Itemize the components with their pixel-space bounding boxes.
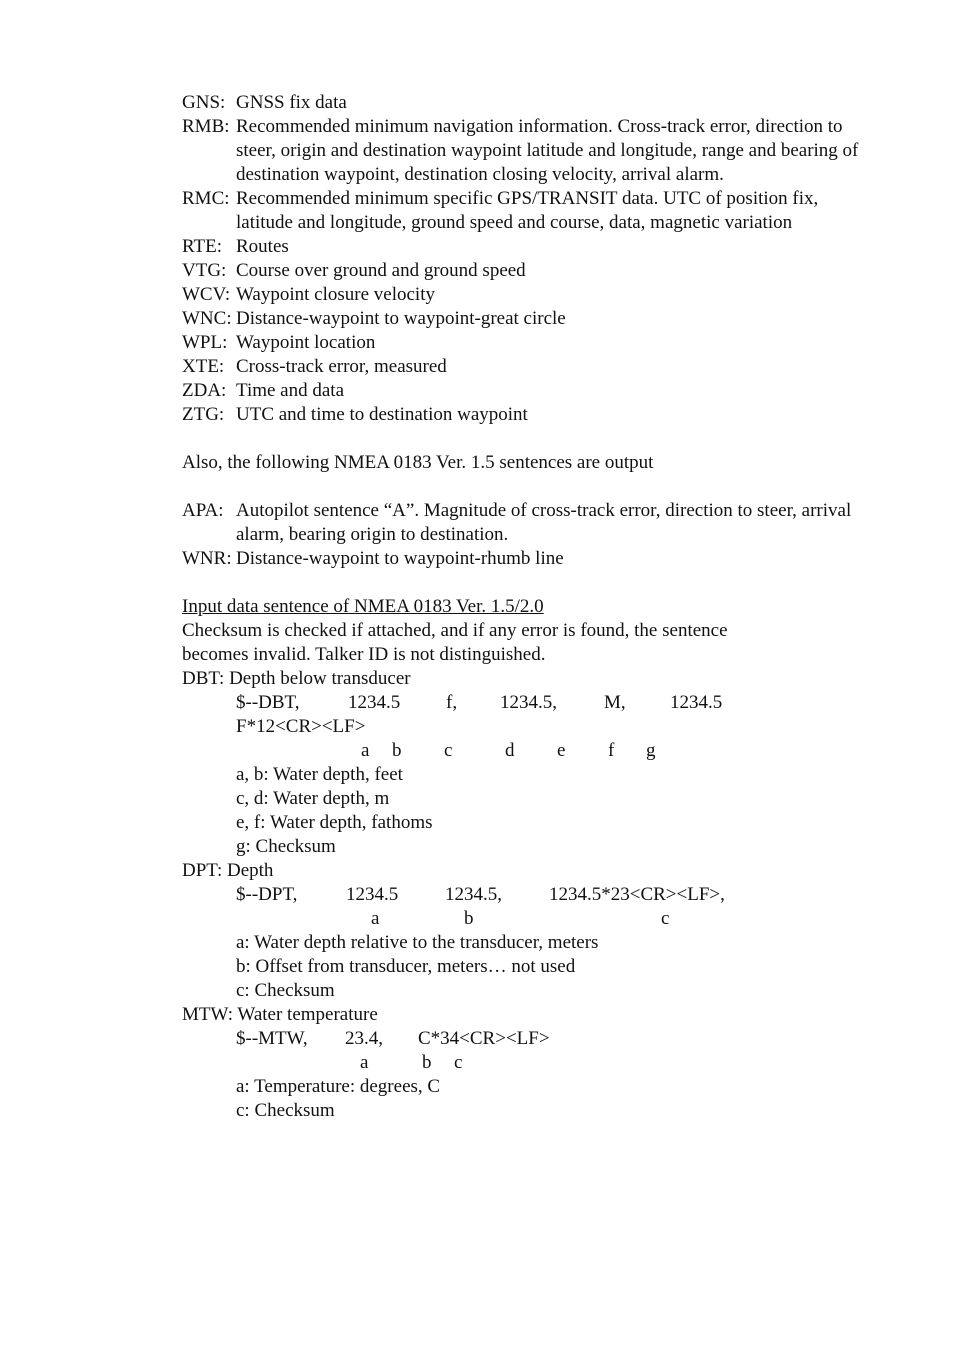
sentence-id: XTE:	[182, 356, 225, 377]
sentence-id: RMB:	[182, 116, 230, 137]
sentence-id: WNC:	[182, 308, 232, 329]
mtw-field: 23.4,	[345, 1028, 383, 1049]
sentence-desc: Cross-track error, measured	[236, 356, 447, 377]
also-paragraph: Also, the following NMEA 0183 Ver. 1.5 sentences are output	[182, 452, 654, 473]
input-note-line-1: Checksum is checked if attached, and if any error is found, the sentence	[182, 620, 728, 641]
sentence-rte	[182, 235, 872, 259]
dbt-letter: d	[505, 740, 515, 761]
mtw-note: c: Checksum	[236, 1100, 335, 1121]
sentence-xte	[182, 355, 872, 379]
sentence-id: ZDA:	[182, 380, 227, 401]
dpt-letter: c	[661, 908, 670, 929]
sentence-wpl	[182, 331, 872, 355]
output-sentence-list	[182, 91, 872, 427]
sentence-desc: Distance-waypoint to waypoint-rhumb line	[236, 548, 564, 569]
sentence-desc: Waypoint location	[236, 332, 376, 353]
dbt-format-continuation: F*12<CR><LF>	[236, 716, 366, 737]
dbt-field: M,	[604, 692, 626, 713]
document-page	[182, 91, 872, 1123]
sentence-id: ZTG:	[182, 404, 225, 425]
dbt-letter: a	[361, 740, 370, 761]
sentence-ztg	[182, 403, 872, 427]
sentence-desc: Autopilot sentence “A”. Magnitude of cross-track error, direction to steer, arrival alarm, bearing origin to destination.	[236, 500, 852, 545]
mtw-field: $--MTW,	[236, 1028, 308, 1049]
sentence-rmc	[182, 187, 872, 235]
sentence-id: VTG:	[182, 260, 227, 281]
sentence-vtg	[182, 259, 872, 283]
sentence-id: WCV:	[182, 284, 231, 305]
sentence-id: WPL:	[182, 332, 228, 353]
dbt-field: f,	[446, 692, 458, 713]
input-note-line-2: becomes invalid. Talker ID is not distinguished.	[182, 644, 546, 665]
mtw-format-line	[182, 1027, 872, 1051]
sentence-desc: Routes	[236, 236, 289, 257]
dpt-field: 1234.5,	[445, 884, 502, 905]
dpt-field: 1234.5*23<CR><LF>,	[549, 884, 725, 905]
dbt-format-line	[182, 691, 872, 715]
dpt-note: c: Checksum	[236, 980, 335, 1001]
dpt-field: 1234.5	[346, 884, 399, 905]
sentence-desc: Time and data	[236, 380, 345, 401]
mtw-field: C*34<CR><LF>	[418, 1028, 550, 1049]
sentence-rmb	[182, 115, 872, 187]
mtw-letter: b	[422, 1052, 432, 1073]
dbt-note: g: Checksum	[236, 836, 336, 857]
mtw-title: MTW: Water temperature	[182, 1004, 378, 1025]
dbt-letter: e	[557, 740, 566, 761]
sentence-gns	[182, 91, 872, 115]
sentence-wnr	[182, 547, 872, 571]
sentence-id: WNR:	[182, 548, 232, 569]
dbt-field: 1234.5	[670, 692, 723, 713]
dbt-field-letters	[182, 739, 872, 763]
dbt-note: a, b: Water depth, feet	[236, 764, 403, 785]
mtw-letter: a	[360, 1052, 369, 1073]
dbt-letter: b	[392, 740, 402, 761]
sentence-desc: Distance-waypoint to waypoint-great circle	[236, 308, 566, 329]
sentence-id: RMC:	[182, 188, 230, 209]
mtw-field-letters	[182, 1051, 872, 1075]
sentence-id: GNS:	[182, 92, 226, 113]
dpt-note: b: Offset from transducer, meters… not used	[236, 956, 576, 977]
dpt-field-letters	[182, 907, 872, 931]
sentence-apa	[182, 499, 872, 547]
output-sentence-list-v15	[182, 499, 872, 571]
sentence-desc: UTC and time to destination waypoint	[236, 404, 528, 425]
sentence-desc: GNSS fix data	[236, 92, 347, 113]
dbt-letter: g	[646, 740, 656, 761]
mtw-note: a: Temperature: degrees, C	[236, 1076, 441, 1097]
sentence-id: RTE:	[182, 236, 223, 257]
dbt-title: DBT: Depth below transducer	[182, 668, 411, 689]
dbt-field: $--DBT,	[236, 692, 300, 713]
sentence-desc: Recommended minimum navigation information. Cross-track error, direction to steer, origin and destination waypoint latitude and longitude, range and bearing of destination waypoint, destination closing velocity, arrival alarm.	[236, 116, 859, 185]
sentence-desc: Course over ground and ground speed	[236, 260, 526, 281]
dpt-title: DPT: Depth	[182, 860, 274, 881]
sentence-id: APA:	[182, 500, 224, 521]
dbt-field: 1234.5	[348, 692, 401, 713]
input-section-heading: Input data sentence of NMEA 0183 Ver. 1.5/2.0	[182, 596, 544, 617]
dbt-note: c, d: Water depth, m	[236, 788, 390, 809]
sentence-wnc	[182, 307, 872, 331]
sentence-wcv	[182, 283, 872, 307]
dpt-format-line	[182, 883, 872, 907]
dpt-field: $--DPT,	[236, 884, 298, 905]
dbt-letter: c	[444, 740, 453, 761]
dbt-letter: f	[608, 740, 615, 761]
dbt-field: 1234.5,	[500, 692, 557, 713]
mtw-letter: c	[454, 1052, 463, 1073]
sentence-desc: Recommended minimum specific GPS/TRANSIT data. UTC of position fix, latitude and longitude, ground speed and course, data, magnetic variation	[236, 188, 819, 233]
dpt-note: a: Water depth relative to the transducer, meters	[236, 932, 599, 953]
sentence-desc: Waypoint closure velocity	[236, 284, 435, 305]
dpt-letter: b	[464, 908, 474, 929]
dbt-note: e, f: Water depth, fathoms	[236, 812, 433, 833]
sentence-zda	[182, 379, 872, 403]
dpt-letter: a	[371, 908, 380, 929]
